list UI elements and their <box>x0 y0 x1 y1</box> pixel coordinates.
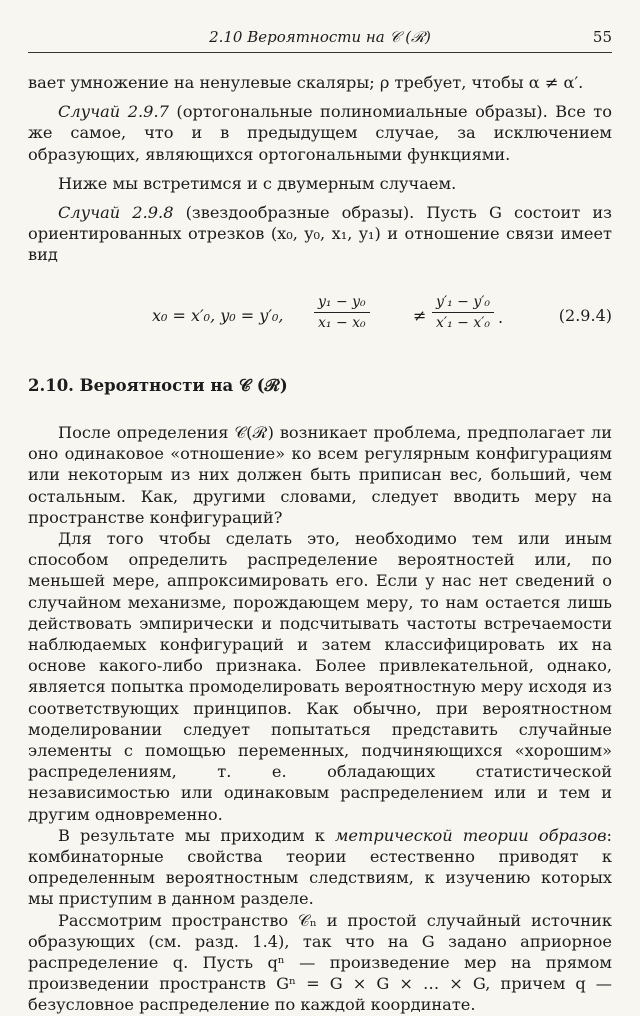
case-label: Случай 2.9.7 <box>58 102 169 122</box>
paragraph-random-source: Рассмотрим пространство 𝒞ₙ и простой случайный источник образующих (см. разд. 1.4), так что на G задано априорное распределение q. Пусть qⁿ — произведение мер на прямом произведении пространств Gⁿ = G × G × … × G, причем q — безусловное распределение по каждой координате. <box>28 910 612 1015</box>
case-text: (ортогональные полиномиальные образы). Все то же самое, что и в предыдущем случае, за исключением образующих, являющихся ортогональными функциями. <box>28 102 613 164</box>
section-heading: 2.10. Вероятности на 𝒞 (ℛ) <box>28 376 288 395</box>
section-body <box>28 422 612 1016</box>
equation-equalities: x₀ = x′₀, y₀ = y′₀, <box>152 306 284 325</box>
paragraph-two-dim: Ниже мы встретимся и с двумерным случаем. <box>58 173 457 193</box>
paragraph-continuation: вает умножение на ненулевые скаляры; ρ требует, чтобы α ≠ α′. <box>28 73 584 92</box>
page-number: 55 <box>592 28 612 46</box>
fraction-numerator: y₁ − y₀ <box>314 292 370 313</box>
fraction-denominator: x′₁ − x′₀ <box>436 315 491 331</box>
paragraph-metric-theory <box>28 825 612 910</box>
paragraph-probability-model: Для того чтобы сделать это, необходимо тем или иным способом определить распределение вероятностей или, по меньшей мере, аппроксимировать его. Если у нас нет сведений о случайном механизме, порождающем меру, то нам остается лишь действовать эмпирически и подсчитывать частоты встречаемости наблюдаемых конфигураций и затем классифицировать их на основе какого-либо признака. Более привлекательной, однако, является попытка промоделировать вероятностную меру исходя из соответствующих принципов. Как обычно, при вероятностном моделировании следует попытаться представить случайные элементы с помощью переменных, подчиняющихся «хорошим» распределениям, т. е. обладающих статистической независимостью или одинаковым распределением или и тем и другим одновременно. <box>28 529 612 824</box>
fraction-slope-2 <box>432 292 494 333</box>
fraction-numerator: y′₁ − y′₀ <box>432 292 494 313</box>
equation-number: (2.9.4) <box>558 306 612 325</box>
top-text-block <box>28 72 612 266</box>
paragraph-problem: После определения 𝒞(ℛ) возникает проблема, предполагает ли оно одинаковое «отношение» ко всем регулярным конфигурациям или некоторым из них должен быть приписан вес, больший, чем остальным. Как, другими словами, следует вводить меру на пространстве конфигураций? <box>28 423 612 527</box>
text-run: : комбинаторные свойства теории естественно приводят к определенным вероятностным следствиям, к изучению которых мы приступим в данном разделе. <box>28 825 612 909</box>
paragraph-case-2-9-7 <box>28 101 612 165</box>
text-run: В результате мы приходим к <box>58 825 335 845</box>
paragraph-case-2-9-8 <box>28 202 612 266</box>
running-header <box>28 26 612 53</box>
fraction-slope-1 <box>314 292 370 333</box>
not-equal-sign: ≠ <box>413 306 427 325</box>
equation-period: . <box>498 308 504 327</box>
case-text: (звездообразные образы). Пусть G состоит из ориентированных отрезков (x₀, y₀, x₁, y₁) и отношение связи имеет вид <box>28 203 612 265</box>
fraction-denominator: x₁ − x₀ <box>318 315 366 331</box>
emphasis-term: метрической теории образов <box>334 825 607 845</box>
equation-2-9-4 <box>28 292 612 344</box>
case-label: Случай 2.9.8 <box>58 203 174 223</box>
running-title: 2.10 Вероятности на 𝒞 (ℛ) <box>209 28 431 46</box>
